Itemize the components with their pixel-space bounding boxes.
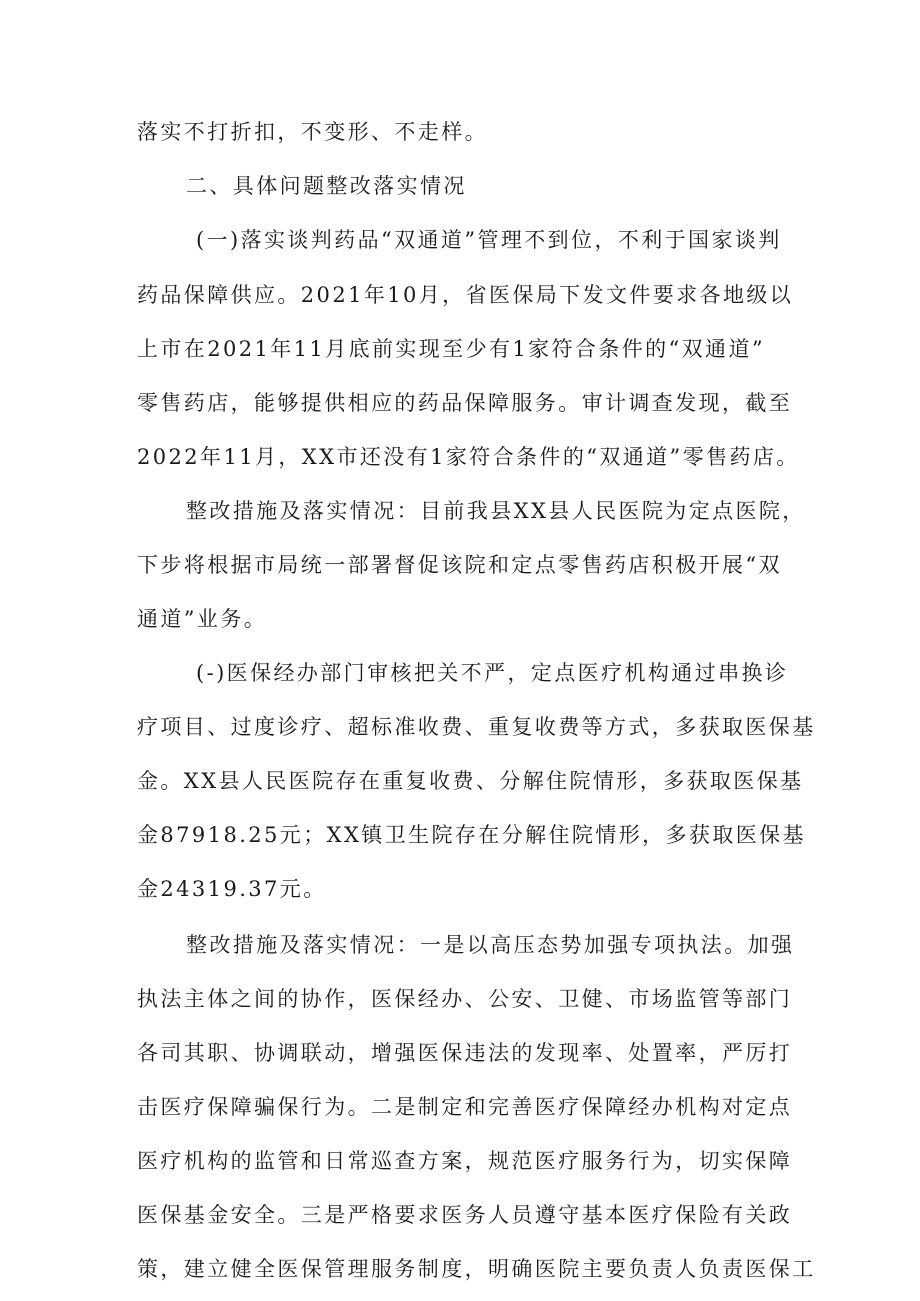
text-line: 整改措施及落实情况：一是以高压态势加强专项执法。加强 [186,933,795,957]
text-line: 零售药店，能够提供相应的药品保障服务。审计调查发现，截至 [137,391,793,415]
text-line: 通道”业务。 [137,607,268,631]
text-line: 医保基金安全。三是严格要求医务人员遵守基本医疗保险有关政 [137,1203,793,1227]
text-line: 金24319.37元。 [137,877,327,901]
text-line: (一)落实谈判药品“双通道”管理不到位，不利于国家谈判 [196,228,782,252]
text-line: 执法主体之间的协作，医保经办、公安、卫健、市场监管等部门 [137,987,793,1011]
text-line: 2022年11月，XX市还没有1家符合条件的“双通道”零售药店。 [137,445,800,469]
text-line: 击医疗保障骗保行为。二是制定和完善医疗保障经办机构对定点 [137,1095,793,1119]
text-line: 上市在2021年11月底前实现至少有1家符合条件的“双通道” [137,337,765,361]
text-line: 下步将根据市局统一部署督促该院和定点零售药店积极开展“双 [137,553,782,577]
text-line: 金87918.25元；XX镇卫生院存在分解住院情形，多获取医保基 [137,823,806,847]
text-line: 策，建立健全医保管理服务制度，明确医院主要负责人负责医保工 [137,1257,816,1281]
text-line: 药品保障供应。2021年10月，省医保局下发文件要求各地级以 [137,283,794,307]
text-line: 各司其职、协调联动，增强医保违法的发现率、处置率，严厉打 [137,1041,793,1065]
section-heading: 二、具体问题整改落实情况 [186,174,467,198]
text-line: (-)医保经办部门审核把关不严，定点医疗机构通过串换诊 [196,661,789,685]
text-line: 金。XX县人民医院存在重复收费、分解住院情形，多获取医保基 [137,769,804,793]
text-line: 医疗机构的监管和日常巡查方案，规范医疗服务行为，切实保障 [137,1149,793,1173]
text-line: 整改措施及落实情况：目前我县XX县人民医院为定点医院， [186,499,806,523]
text-line: 疗项目、过度诊疗、超标准收费、重复收费等方式，多获取医保基 [137,715,816,739]
text-line: 落实不打折扣，不变形、不走样。 [137,120,488,144]
